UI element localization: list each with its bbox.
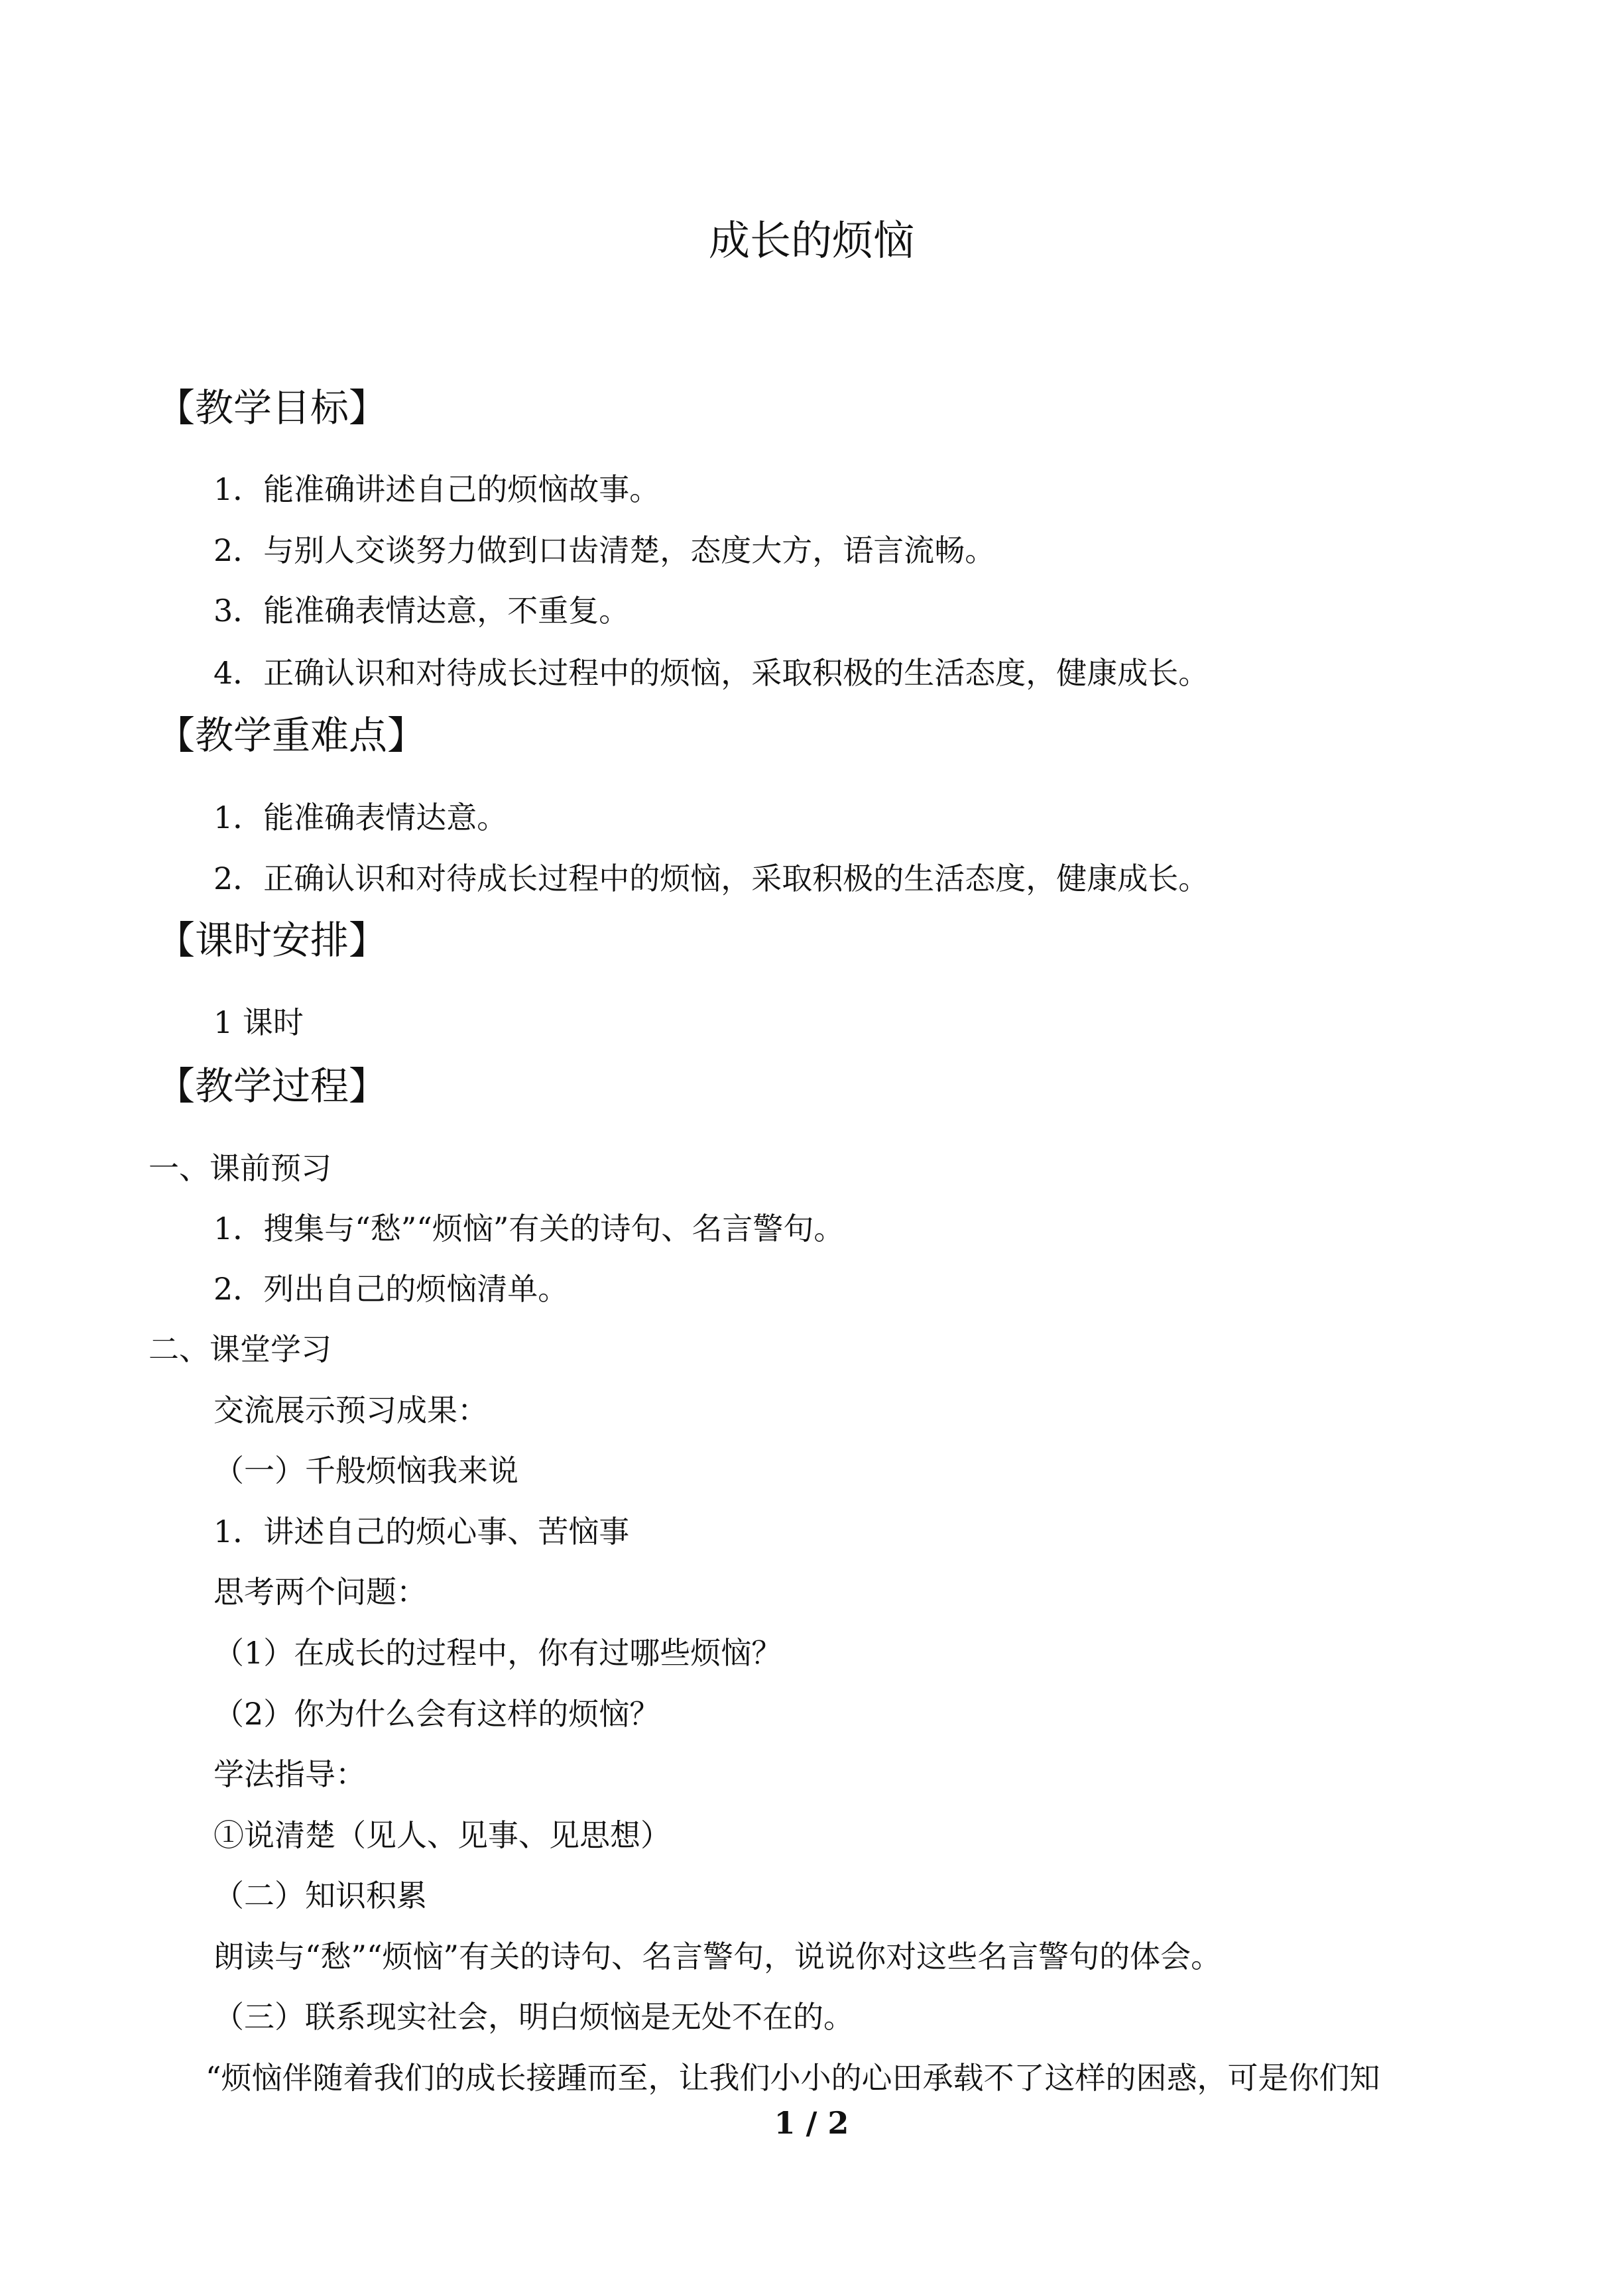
process-line: 交流展示预习成果： [213, 1392, 488, 1428]
goal-item: 1．能准确讲述自己的烦恼故事。 [213, 471, 660, 507]
section-heading-goals: 【教学目标】 [156, 385, 388, 430]
goal-item: 4．正确认识和对待成长过程中的烦恼，采取积极的生活态度，健康成长。 [213, 655, 1209, 691]
section-heading-schedule: 【课时安排】 [156, 918, 388, 963]
schedule-text: 1 课时 [213, 1004, 304, 1040]
process-part-heading: 一、课前预习 [149, 1150, 331, 1186]
process-item: 1．搜集与“愁”“烦恼”有关的诗句、名言警句。 [213, 1211, 845, 1246]
process-line: “烦恼伴随着我们的成长接踵而至，让我们小小的心田承载不了这样的困惑，可是你们知 [206, 2060, 1380, 2096]
section-heading-key-points: 【教学重难点】 [156, 713, 426, 758]
document-title: 成长的烦恼 [708, 216, 914, 265]
process-line: （1）在成长的过程中，你有过哪些烦恼？ [213, 1635, 782, 1671]
process-line: 1．讲述自己的烦心事、苦恼事 [213, 1514, 630, 1549]
process-line: （一）千般烦恼我来说 [213, 1453, 518, 1488]
page-number: 1 / 2 [774, 2105, 849, 2141]
process-part-heading: 二、课堂学习 [149, 1331, 331, 1367]
process-line: （二）知识积累 [213, 1878, 427, 1913]
process-line: （2）你为什么会有这样的烦恼？ [213, 1696, 660, 1732]
goal-item: 2．与别人交谈努力做到口齿清楚，态度大方，语言流畅。 [213, 532, 996, 568]
process-line: 朗读与“愁”“烦恼”有关的诗句、名言警句，说说你对这些名言警句的体会。 [213, 1939, 1222, 1974]
section-heading-process: 【教学过程】 [156, 1063, 388, 1109]
key-point-item: 2．正确认识和对待成长过程中的烦恼，采取积极的生活态度，健康成长。 [213, 861, 1209, 896]
goal-item: 3．能准确表情达意，不重复。 [213, 593, 630, 629]
process-line: 思考两个问题： [213, 1574, 427, 1610]
process-line: 学法指导： [213, 1756, 366, 1792]
process-item: 2．列出自己的烦恼清单。 [213, 1271, 569, 1307]
process-line: ①说清楚（见人、见事、见思想） [213, 1817, 671, 1853]
process-line: （三）联系现实社会，明白烦恼是无处不在的。 [213, 1999, 854, 2035]
key-point-item: 1．能准确表情达意。 [213, 800, 508, 835]
